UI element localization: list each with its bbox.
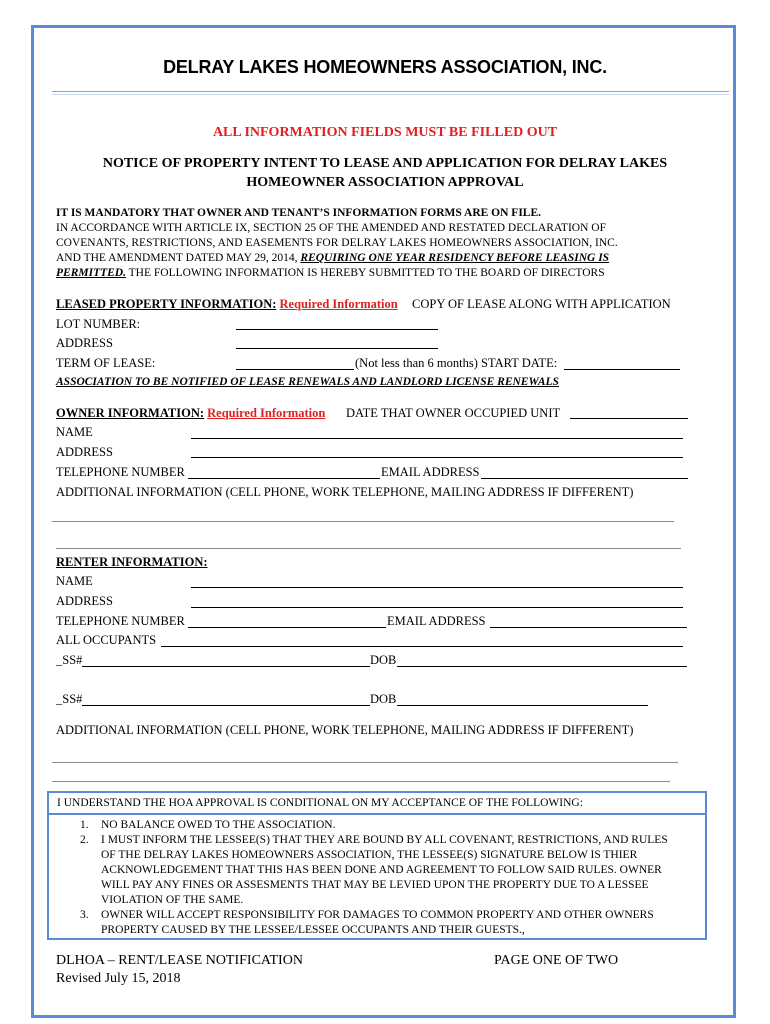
notice-title-line1: NOTICE OF PROPERTY INTENT TO LEASE AND APPLICATION FOR DELRAY LAKES [102,156,668,171]
intro-text: THE FOLLOWING INFORMATION IS HEREBY SUBMITTED TO THE BOARD OF DIRECTORS [125,267,605,279]
conditions-intro-box [47,791,707,815]
owner-email-field[interactable] [481,478,688,479]
occupants-field[interactable] [161,646,683,647]
intro-line: COVENANTS, RESTRICTIONS, AND EASEMENTS FOR DELRAY LAKES HOMEOWNERS ASSOCIATION, INC. [56,237,618,249]
owner-additional-line[interactable] [56,548,681,549]
lease-copy-note: COPY OF LEASE ALONG WITH APPLICATION [412,297,671,311]
renter-email-label: EMAIL ADDRESS [387,614,486,628]
ss-label-2: _SS# [56,692,83,706]
dob-label-1: DOB [370,653,397,667]
owner-phone-field[interactable] [188,478,380,479]
term-of-lease-label: TERM OF LEASE: [56,356,156,370]
renter-additional-label: ADDITIONAL INFORMATION (CELL PHONE, WORK TELEPHONE, MAILING ADDRESS IF DIFFERENT) [56,723,634,737]
title-divider-shadow [52,94,729,95]
owner-email-label: EMAIL ADDRESS [381,465,480,479]
conditions-intro: I UNDERSTAND THE HOA APPROVAL IS CONDITIONAL ON MY ACCEPTANCE OF THE FOLLOWING: [57,797,583,809]
renter-heading: RENTER INFORMATION: [56,555,208,569]
required-label: Required Information [207,406,326,420]
owner-heading [56,406,325,421]
renter-name-label: NAME [56,574,93,588]
condition-item [80,833,690,908]
renter-address-field[interactable] [191,607,683,608]
org-title: DELRAY LAKES HOMEOWNERS ASSOCIATION, INC. [163,57,607,77]
intro-line [56,267,605,279]
leased-property-heading [56,297,398,312]
owner-address-label: ADDRESS [56,445,113,459]
condition-number: 3. [80,909,89,921]
leased-address-field[interactable] [236,348,438,349]
owner-phone-label: TELEPHONE NUMBER [56,465,185,479]
renewal-notice: ASSOCIATION TO BE NOTIFIED OF LEASE RENEWALS AND LANDLORD LICENSE RENEWALS [56,376,559,388]
renter-address-label: ADDRESS [56,594,113,608]
footer-revised-date: Revised July 15, 2018 [56,971,181,986]
owner-name-label: NAME [56,425,93,439]
renter-email-field[interactable] [490,627,687,628]
intro-text: AND THE AMENDMENT DATED MAY 29, 2014, [56,252,301,264]
owner-additional-line[interactable] [52,521,674,522]
fill-warning: ALL INFORMATION FIELDS MUST BE FILLED OUT [212,125,558,140]
owner-address-field[interactable] [191,457,683,458]
renter-additional-line[interactable] [52,781,670,782]
owner-name-field[interactable] [191,438,683,439]
section-heading: OWNER INFORMATION: [56,406,205,420]
condition-item [80,818,690,833]
condition-number: 2. [80,834,89,846]
renter-additional-line[interactable] [52,762,678,763]
title-divider [52,91,729,92]
owner-additional-label: ADDITIONAL INFORMATION (CELL PHONE, WORK TELEPHONE, MAILING ADDRESS IF DIFFERENT) [56,485,634,499]
condition-item [80,908,690,938]
condition-number: 1. [80,819,89,831]
required-label: Required Information [279,297,398,311]
dob-field-1[interactable] [397,666,687,667]
notice-title-line2: HOMEOWNER ASSOCIATION APPROVAL [246,175,524,190]
mandatory-statement: IT IS MANDATORY THAT OWNER AND TENANT’S INFORMATION FORMS ARE ON FILE. [56,207,542,219]
ss-field-1[interactable] [82,666,370,667]
condition-text: NO BALANCE OWED TO THE ASSOCIATION. [101,819,336,831]
term-note: (Not less than 6 months) START DATE: [355,356,558,370]
renter-phone-label: TELEPHONE NUMBER [56,614,185,628]
intro-line [56,252,609,264]
lot-number-field[interactable] [236,329,438,330]
footer-page-number: PAGE ONE OF TWO [494,953,619,968]
dob-field-2[interactable] [397,705,648,706]
residency-requirement-end: PERMITTED. [56,267,126,279]
section-heading: LEASED PROPERTY INFORMATION: [56,297,277,311]
residency-requirement: REQUIRING ONE YEAR RESIDENCY BEFORE LEASING IS [300,252,610,264]
dob-label-2: DOB [370,692,397,706]
intro-line: IN ACCORDANCE WITH ARTICLE IX, SECTION 25 OF THE AMENDED AND RESTATED DECLARATION OF [56,222,606,234]
footer-doc-name: DLHOA – RENT/LEASE NOTIFICATION [56,953,303,968]
leased-address-label: ADDRESS [56,336,113,350]
start-date-field[interactable] [564,369,680,370]
owner-occupied-field[interactable] [570,418,688,419]
ss-field-2[interactable] [82,705,370,706]
ss-label-1: _SS# [56,653,83,667]
renter-name-field[interactable] [191,587,683,588]
condition-text: I MUST INFORM THE LESSEE(S) THAT THEY ARE BOUND BY ALL COVENANT, RESTRICTIONS, AND RULES OF THE DELRAY LAKES HOMEOWNERS ASSOCIATION, THE LESSEE(S) SIGNATURE BELOW IS THIER ACKNOWLEDGEMENT THAT THIS HAS BEEN DONE AND AGREEMENT TO FOLLOW SAID RULES. OWNER WILL PAY ANY FINES OR ASSESMENTS THAT MAY BE LEVIED UPON THE PROPERTY DUE TO A LESSEE VIOLATION OF THE SAME. [101,834,668,906]
occupants-label: ALL OCCUPANTS [56,633,157,647]
owner-occupied-label: DATE THAT OWNER OCCUPIED UNIT [346,406,561,420]
condition-text: OWNER WILL ACCEPT RESPONSIBILITY FOR DAMAGES TO COMMON PROPERTY AND OTHER OWNERS PROPERTY CAUSED BY THE LESSEE/LESSEE OCCUPANTS AND THEIR GUESTS., [101,909,654,936]
lot-number-label: LOT NUMBER: [56,317,141,331]
renter-phone-field[interactable] [188,627,386,628]
term-of-lease-field[interactable] [236,369,354,370]
